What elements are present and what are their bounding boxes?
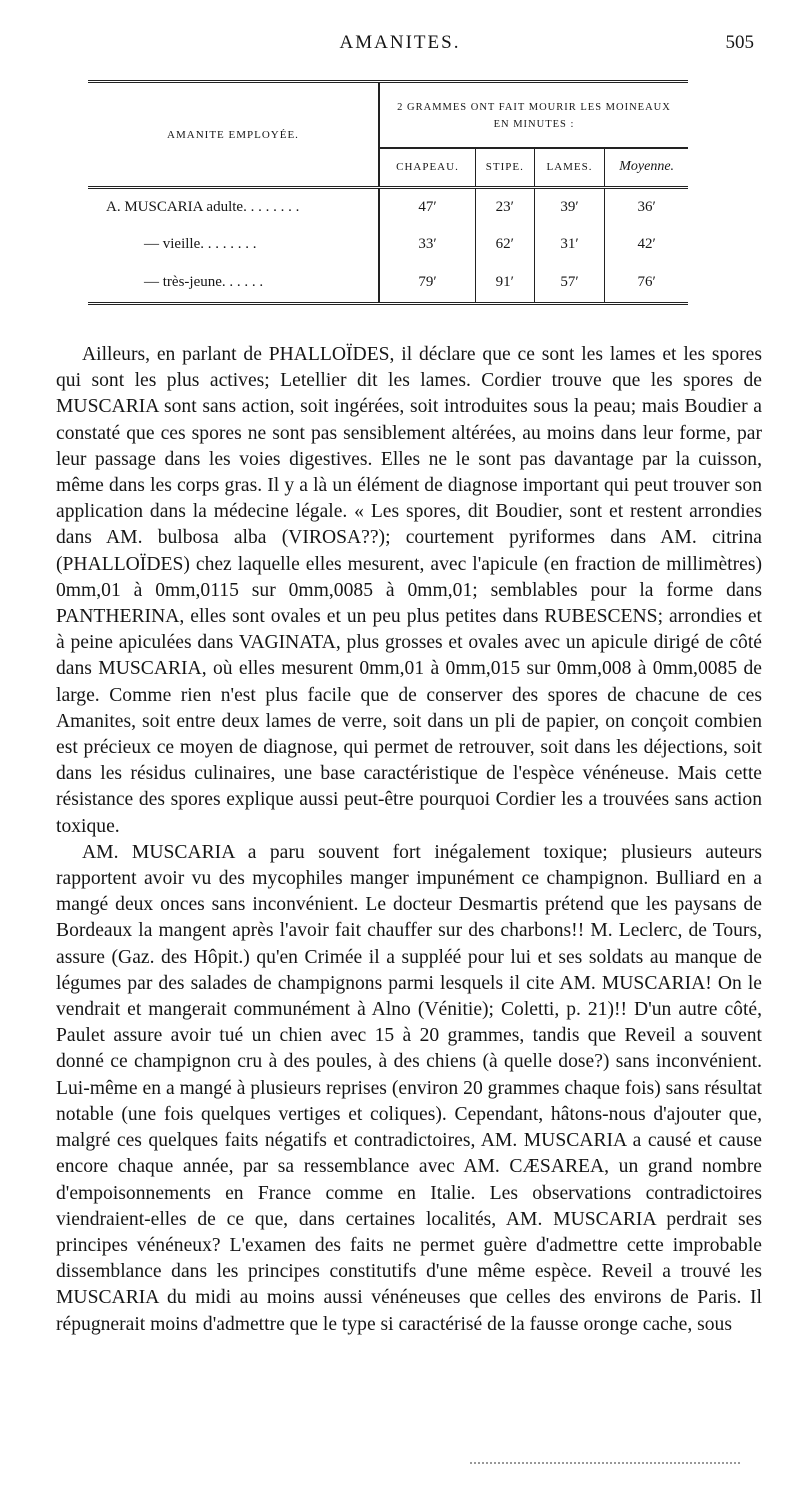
cell-chapeau: 79′ <box>379 264 475 304</box>
cell-lames: 57′ <box>534 264 605 304</box>
running-header <box>0 32 800 60</box>
page-number: 505 <box>725 32 754 53</box>
cell-lames: 39′ <box>534 188 605 226</box>
paragraph-spores: Ailleurs, en parlant de PHALLOÏDES, il déclare que ce sont les lames et les spores qui sont les plus actives; Letellier dit les lames. Cordier trouve que les spores de MUSCARIA sont sans action, soit ingérées, soit introduites sous la peau; mais Boudier a constaté que ces spores ne sont pas sensiblement altérées, au moins dans leur forme, par leur passage dans les voies digestives. Elles ne le sont pas davantage par la cuisson, même dans les corps gras. Il y a là un élément de diagnose important qui peut trouver son application dans la médecine légale. « Les spores, dit Boudier, sont et restent arrondies dans AM. bulbosa alba (VIROSA??); courtement pyriformes dans AM. citrina (PHALLOÏDES) chez laquelle elles mesurent, avec l'apicule (en fraction de millimètres) 0mm,01 à 0mm,0115 sur 0mm,0085 à 0mm,01; semblables pour la forme dans PANTHERINA, elles sont ovales et un peu plus petites dans RUBESCENS; arrondies et à peine apiculées dans VAGINATA, plus grosses et ovales avec un apicule dirigé de côté dans MUSCARIA, où elles mesurent 0mm,01 à 0mm,015 sur 0mm,008 à 0mm,0085 de large. Comme rien n'est plus facile que de conserver des spores de chacune de ces Amanites, soit entre deux lames de verre, soit dans un pli de papier, on conçoit combien est précieux ce moyen de diagnose, qui permet de retrouver, soit dans les déjections, soit dans les résidus culinaires, une base caractéristique de l'espèce vénéneuse. Mais cette résistance des spores explique aussi peut-être pourquoi Cordier les a trouvées sans action toxique. <box>56 344 762 837</box>
bottom-dotted-rule <box>470 1462 740 1466</box>
table-row <box>88 264 688 304</box>
cell-stipe: 62′ <box>475 226 534 264</box>
table-row <box>88 188 688 226</box>
table-row <box>88 226 688 264</box>
cell-moyenne: 76′ <box>637 274 656 291</box>
row-label: — très-jeune. . . . . . <box>88 264 379 304</box>
row-label: A. MUSCARIA adulte. . . . . . . . <box>88 188 379 226</box>
body-text <box>56 342 762 1338</box>
col-header-lames: LAMES. <box>534 148 605 188</box>
paragraph-muscaria-toxicity: AM. MUSCARIA a paru souvent fort inégalement toxique; plusieurs auteurs rapportent avoir vu des mycophiles manger impunément ce champignon. Bulliard en a mangé deux onces sans inconvénient. Le docteur Desmartis prétend que les paysans de Bordeaux la mangent après l'avoir fait chauffer sur des charbons!! M. Leclerc, de Tours, assure (Gaz. des Hôpit.) qu'en Crimée il a suppléé pour lui et ses soldats au manque de légumes par des salades de champignons parmi lesquels il cite AM. MUSCARIA! On le vendrait et mangerait communément à Alno (Vénitie); Coletti, p. 21)!! D'un autre côté, Paulet assure avoir tué un chien avec 15 à 20 grammes, tandis que Reveil a souvent donné ce champignon cru à des poules, à des chiens (à quelle dose?) sans inconvénient. Lui-même en a mangé à plusieurs reprises (environ 20 grammes chaque fois) sans résultat notable (une fois quelques vertiges et coliques). Cependant, hâtons-nous d'ajouter que, malgré ces quelques faits négatifs et contradictoires, AM. MUSCARIA a causé et cause encore chaque année, par sa ressemblance avec AM. CÆSAREA, un grand nombre d'empoisonnements en France comme en Italie. Les observations contradictoires viendraient-elles de ce que, dans certaines localités, AM. MUSCARIA perdrait ses principes vénéneux? L'examen des faits ne permet guère d'admettre cette improbable dissemblance dans les principes constitutifs d'une même espèce. Reveil a trouvé les MUSCARIA du midi au moins aussi vénéneuses que celles des environs de Paris. Il répugnerait moins d'admettre que le type si caractérisé de la fausse oronge cache, sous <box>56 841 762 1335</box>
row-label: — vieille. . . . . . . . <box>88 226 379 264</box>
cell-moyenne: 36′ <box>637 198 656 215</box>
cell-lames: 31′ <box>534 226 605 264</box>
cell-chapeau: 47′ <box>379 188 475 226</box>
col-header-chapeau: CHAPEAU. <box>379 148 475 188</box>
toxicity-table <box>88 80 688 318</box>
col-header-stipe: STIPE. <box>475 148 534 188</box>
cell-chapeau: 33′ <box>379 226 475 264</box>
col-header-moyenne: Moyenne. <box>605 148 688 188</box>
cell-stipe: 23′ <box>475 188 534 226</box>
cell-moyenne: 42′ <box>637 236 656 252</box>
cell-stipe: 91′ <box>475 264 534 304</box>
group-header: 2 GRAMMES ONT FAIT MOURIR LES MOINEAUX EN MINUTES : <box>379 82 688 148</box>
running-title: AMANITES. <box>339 32 461 53</box>
data-table <box>88 80 688 305</box>
col-label-header: AMANITE EMPLOYÉE. <box>88 82 379 188</box>
